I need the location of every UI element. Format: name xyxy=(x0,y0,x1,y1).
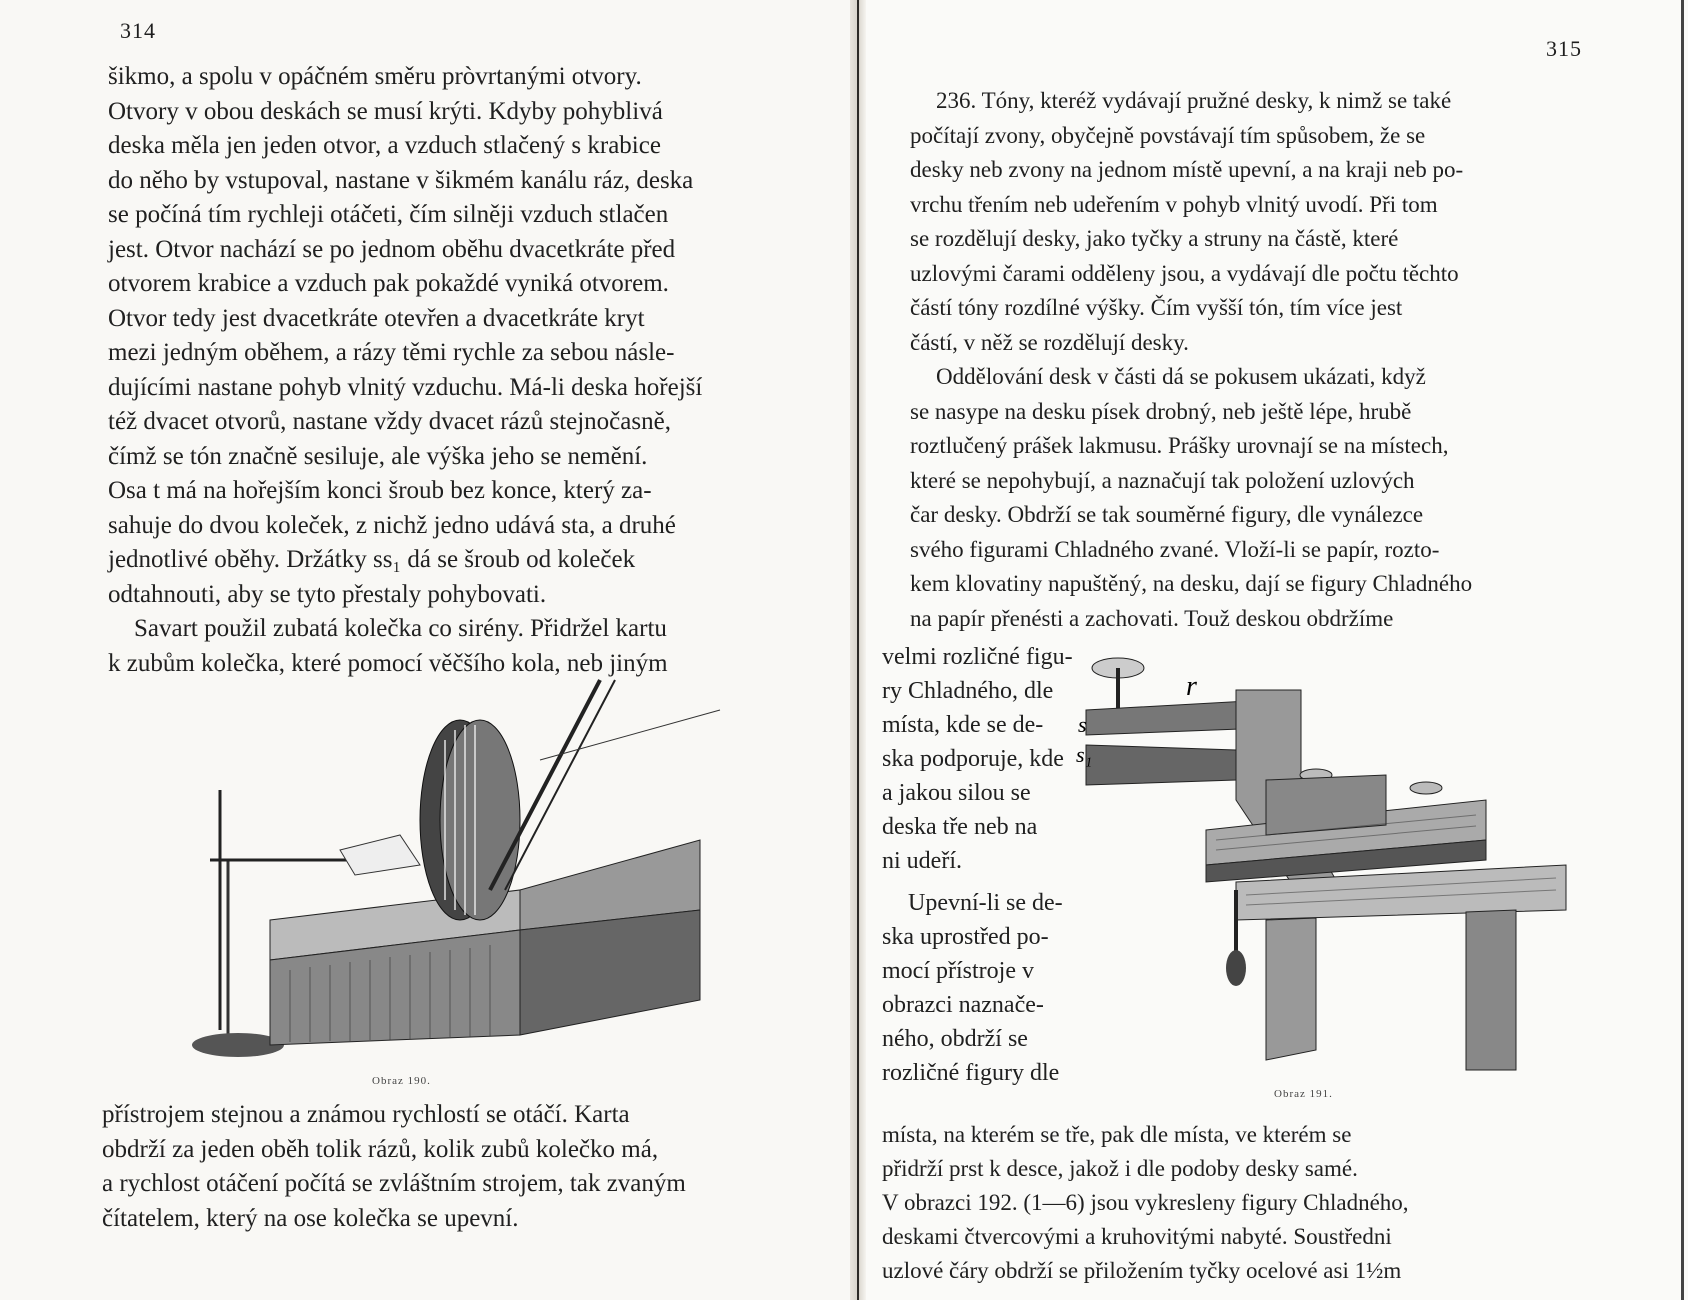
text-line: ného, obdrží se xyxy=(882,1026,1028,1052)
text-line: V obrazci 192. (1—6) jsou vykresleny figury Chladného, xyxy=(882,1190,1409,1215)
text-line: šikmo, a spolu v opáčném směru pròvrtanými otvory. xyxy=(108,63,642,90)
text-line: velmi rozličné figu- xyxy=(882,644,1073,670)
text-line: deska měla jen jeden otvor, a vzduch stlačený s krabice xyxy=(108,132,661,159)
text-line: do něho by vstupoval, nastane v šikmém kanálu ráz, deska xyxy=(108,166,694,194)
text-line: se rozdělují desky, jako tyčky a struny na částě, které xyxy=(910,226,1399,251)
book-gutter xyxy=(850,0,866,1300)
text-line: čímž se tón značně sesiluje, ale výška jeho se nemění. xyxy=(108,442,648,470)
text-line: 236. Tóny, kteréž vydávají pružné desky, k nimž se také xyxy=(936,88,1452,113)
text-line: a rychlost otáčení počítá se zvláštním strojem, tak zvaným xyxy=(102,1170,686,1197)
text-line: svého figurami Chladného zvané. Vloží-li se papír, rozto- xyxy=(910,536,1440,562)
text-line: částí tóny rozdílné výšky. Čím vyšší tón, tím více jest xyxy=(910,295,1403,320)
text-line: které se nepohybují, a naznačují tak položení uzlových xyxy=(910,467,1415,493)
right-top-text xyxy=(910,84,1608,636)
text-line: sahuje do dvou koleček, z nichž jedno udává sta, a druhé xyxy=(108,511,676,539)
text-line: ska podporuje, kde xyxy=(882,746,1064,772)
figure-190-caption: Obraz 190. xyxy=(372,1075,431,1087)
text-line: přístrojem stejnou a známou rychlostí se otáčí. Karta xyxy=(102,1101,630,1128)
text-line: čítatelem, který na ose kolečka se upevní. xyxy=(102,1204,519,1232)
text-line: Savart použil zubatá kolečka co sirény. Přidržel kartu xyxy=(134,615,667,642)
text-line: místa, kde se de- xyxy=(882,712,1044,738)
text-line: se počíná tím rychleji otáčeti, čím silněji vzduch stlačen xyxy=(108,201,669,228)
text-line: Otvor tedy jest dvacetkráte otevřen a dvacetkráte kryt xyxy=(108,304,645,332)
text-line: jednotlivé oběhy. Držátky ss₁ dá se šroub od koleček xyxy=(108,546,636,573)
right-figure-side-text-1 xyxy=(882,640,1082,878)
right-figure-side-text-2 xyxy=(882,886,1082,1090)
label-s: s xyxy=(1078,712,1087,737)
right-page xyxy=(866,0,1688,1300)
text-line: počítají zvony, obyčejně povstávají tím spůsobem, že se xyxy=(910,122,1426,148)
text-line: Otvory v obou deskách se musí krýti. Kdyby pohyblivá xyxy=(108,97,663,125)
text-line: uzlovými čarami odděleny jsou, a vydávají dle počtu těchto xyxy=(910,260,1459,286)
text-line: rozličné figury dle xyxy=(882,1060,1060,1086)
page-edge xyxy=(1681,0,1684,1300)
text-line: Upevní-li se de- xyxy=(908,890,1063,916)
text-line: desky neb zvony na jednom místě upevní, a na kraji neb po- xyxy=(910,157,1464,182)
text-line: obdrží za jeden oběh tolik rázů, kolik zubů kolečko má, xyxy=(102,1135,659,1163)
text-line: jest. Otvor nachází se po jednom oběhu dvacetkráte před xyxy=(108,235,676,263)
left-bottom-text xyxy=(102,1098,722,1236)
text-line: se nasype na desku písek drobný, neb ještě lépe, hrubě xyxy=(910,398,1412,424)
text-line: otvorem krabice a vzduch pak pokaždé vyniká otvorem. xyxy=(108,270,669,297)
text-line: Oddělování desk v části dá se pokusem ukázati, když xyxy=(936,364,1426,389)
text-line: odtahnouti, aby se tyto přestaly pohybovati. xyxy=(108,580,547,608)
text-line: vrchu třením neb udeřením v pohyb vlnitý uvodí. Při tom xyxy=(910,191,1438,217)
text-line: ni udeří. xyxy=(882,848,962,874)
text-line: místa, na kterém se tře, pak dle místa, ve kterém se xyxy=(882,1122,1352,1147)
text-line: též dvacet otvorů, nastane vždy dvacet rázů stejnočasně, xyxy=(108,408,671,435)
text-line: a jakou silou se xyxy=(882,780,1031,806)
siren-apparatus-figure xyxy=(160,700,720,1070)
text-line: deskami čtvercovými a kruhovitými nabyté. Soustředni xyxy=(882,1224,1392,1249)
text-line: kem klovatiny napuštěný, na desku, dají se figury Chladného xyxy=(910,571,1473,596)
text-line: deska tře neb na xyxy=(882,814,1038,840)
text-line: na papír přenésti a zachovati. Touž deskou obdržíme xyxy=(910,605,1394,631)
text-line: obrazci naznače- xyxy=(882,992,1044,1018)
text-line: čar desky. Obdrží se tak souměrné figury, dle vynálezce xyxy=(910,502,1424,527)
text-line: přidrží prst k desce, jakož i dle podoby desky samé. xyxy=(882,1156,1358,1181)
right-page-number: 315 xyxy=(1546,36,1582,61)
text-line: mocí přístroje v xyxy=(882,958,1034,984)
text-line: Osa t má na hořejším konci šroub bez konce, který za- xyxy=(108,477,652,504)
text-line: částí, v něž se rozdělují desky. xyxy=(910,329,1189,355)
text-line: mezi jedným oběhem, a rázy těmi rychle za sebou násle- xyxy=(108,339,675,366)
left-top-text xyxy=(108,60,736,681)
text-line: ska uprostřed po- xyxy=(882,924,1049,950)
label-s1: s₁ xyxy=(1076,742,1093,767)
chladni-clamp-figure xyxy=(1076,650,1586,1080)
text-line: uzlové čáry obdrží se přiložením tyčky ocelové asi 1½m xyxy=(882,1258,1402,1283)
left-page-number: 314 xyxy=(120,18,156,43)
label-r: r xyxy=(1186,671,1197,702)
text-line: dujícími nastane pohyb vlnitý vzduchu. Má-li deska hořejší xyxy=(108,373,703,401)
right-bottom-text xyxy=(882,1118,1610,1288)
text-line: ry Chladného, dle xyxy=(882,678,1054,704)
text-line: k zubům kolečka, které pomocí věčšího kola, neb jiným xyxy=(108,649,668,677)
text-line: roztlučený prášek lakmusu. Prášky urovnají se na místech, xyxy=(910,433,1449,458)
figure-191-caption: Obraz 191. xyxy=(1274,1088,1333,1100)
